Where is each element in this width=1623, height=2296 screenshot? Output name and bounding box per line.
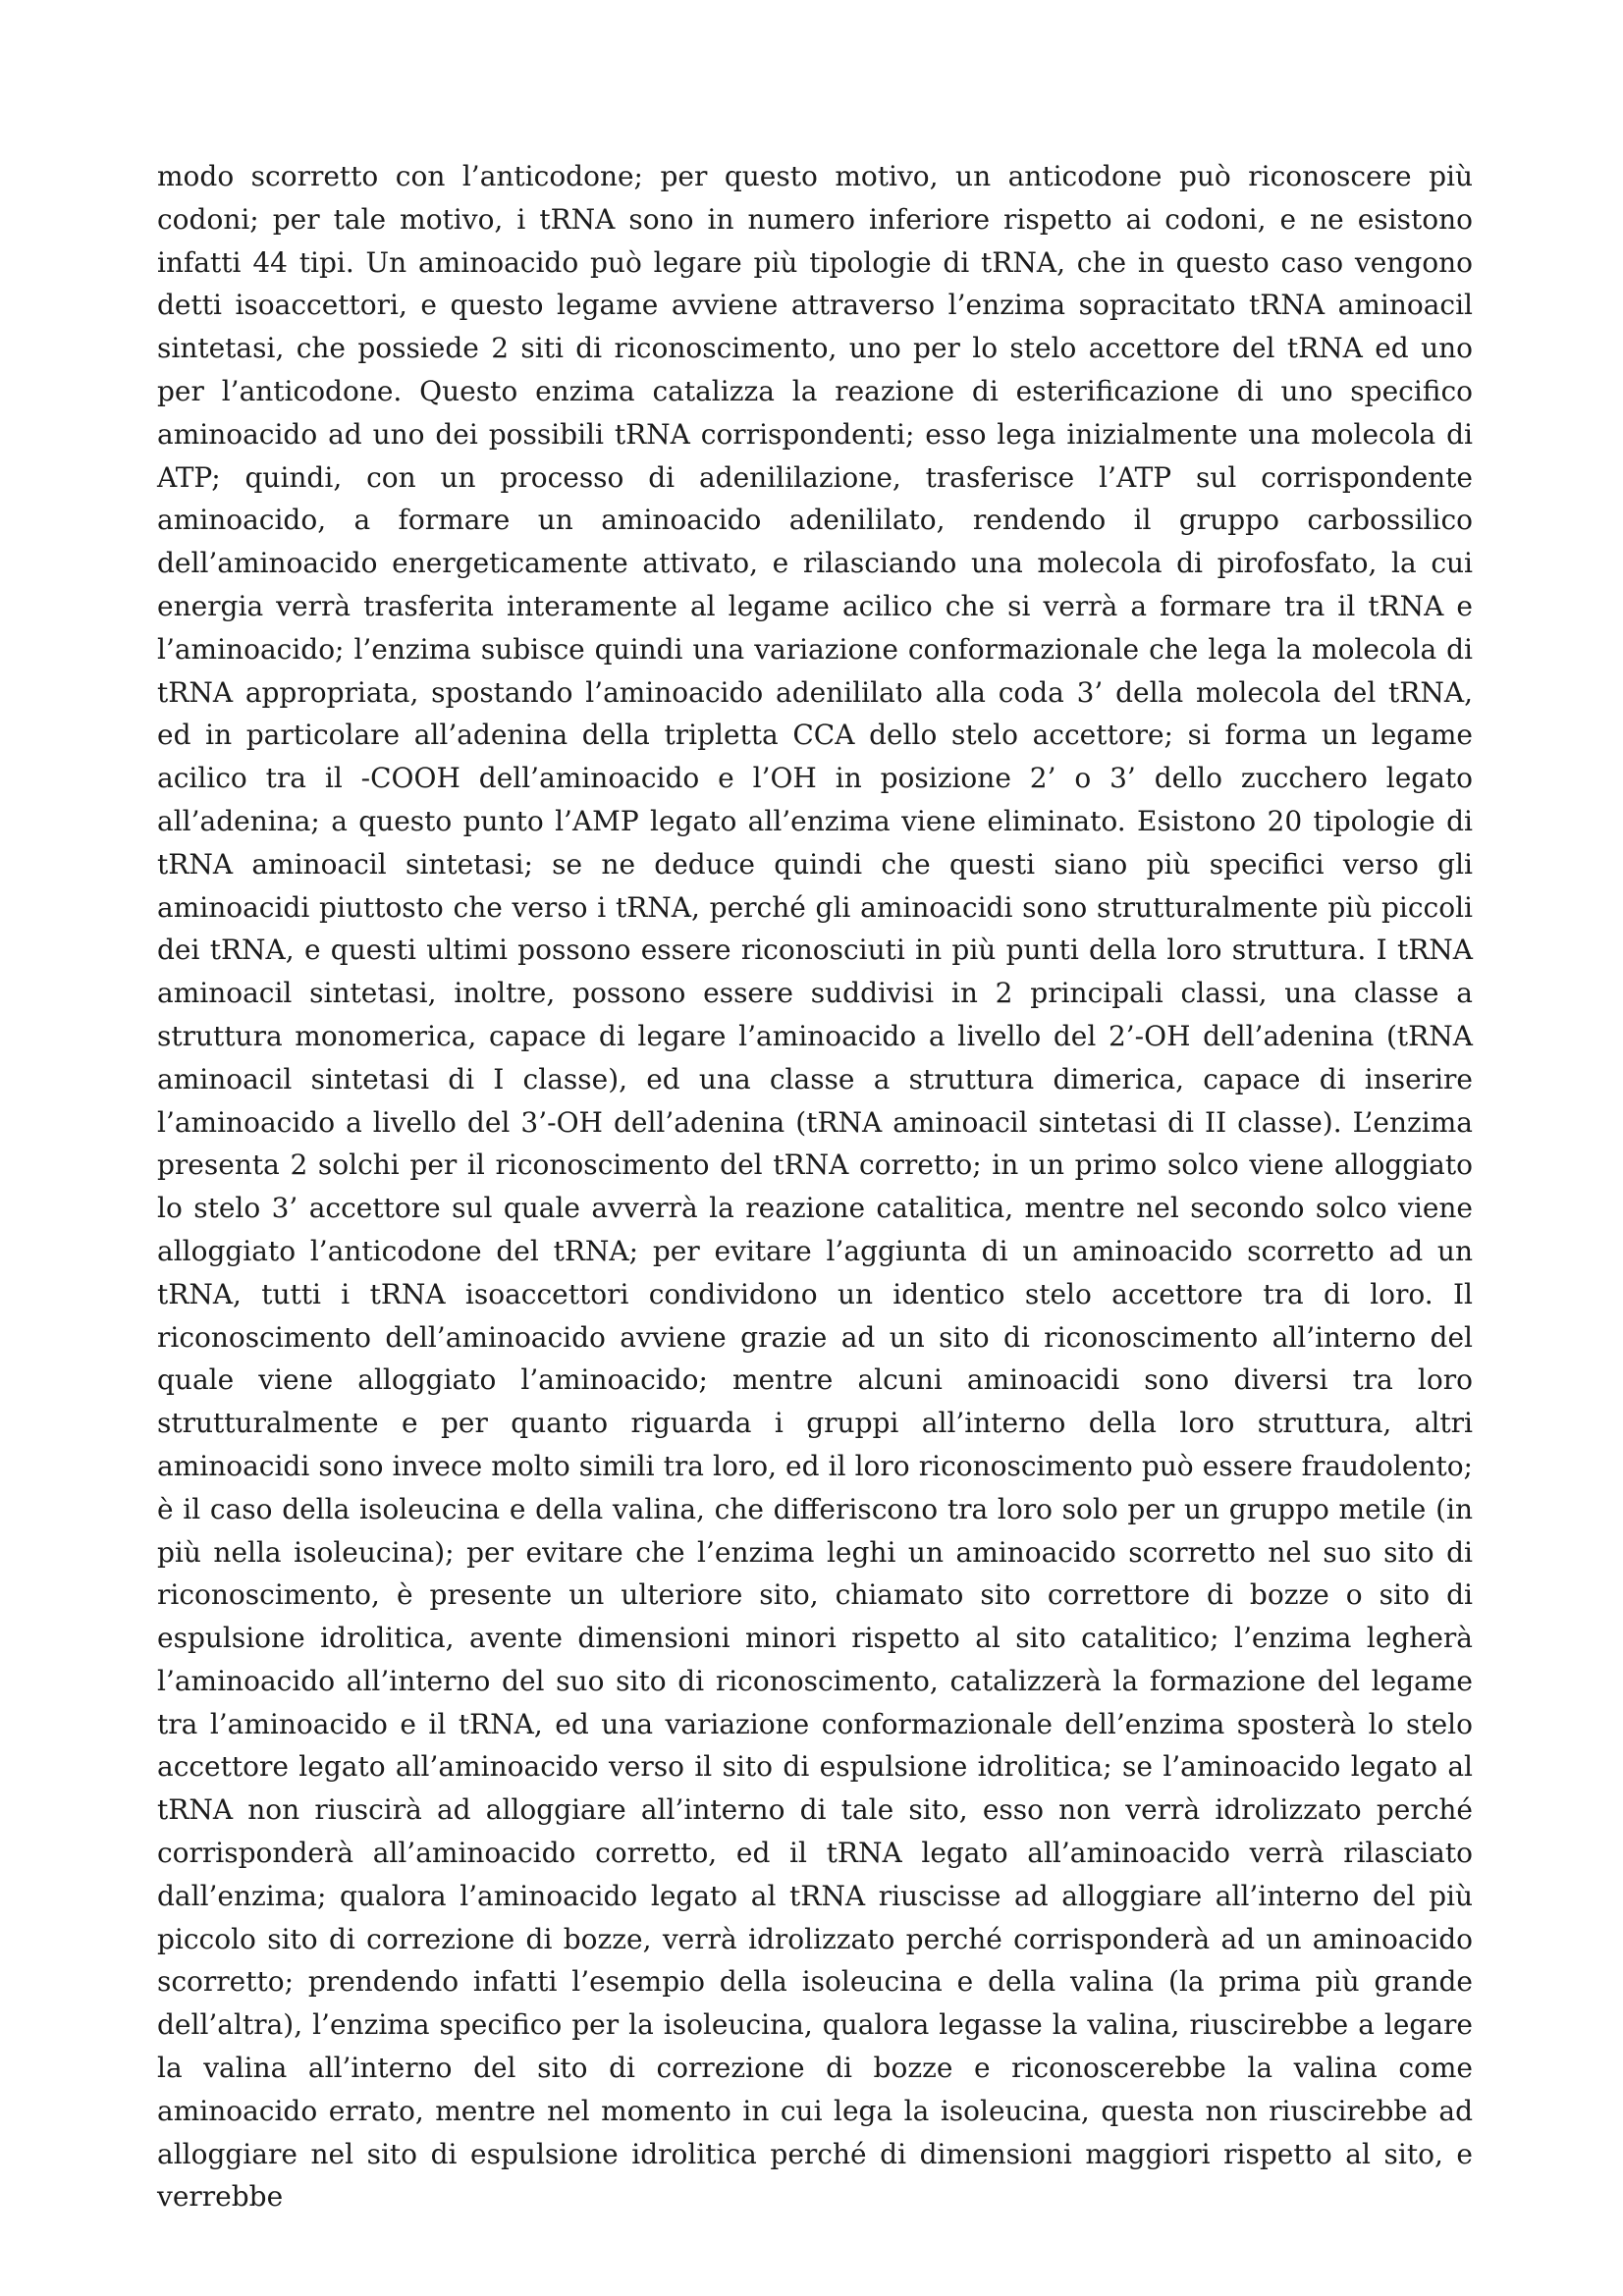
body-paragraph: modo scorretto con l’anticodone; per questo motivo, un anticodone può riconoscere più codoni; per tale motivo, i tRNA sono in numero inferiore rispetto ai codoni, e ne esistono infatti 44 tipi. Un aminoacido può legare più tipologie di tRNA, che in questo caso vengono detti isoaccettori, e questo legame avviene attraverso l’enzima sopracitato tRNA aminoacil sintetasi, che possiede 2 siti di riconoscimento, uno per lo stelo accettore del tRNA ed uno per l’anticodone. Questo enzima catalizza la reazione di esterificazione di uno specifico aminoacido ad uno dei possibili tRNA corrispondenti; esso lega inizialmente una molecola di ATP; quindi, con un processo di adenililazione, trasferisce l’ATP sul corrispondente aminoacido, a formare un aminoacido adenililato, rendendo il gruppo carbossilico dell’aminoacido energeticamente attivato, e rilasciando una molecola di pirofosfato, la cui energia verrà trasferita interamente al legame acilico che si verrà a formare tra il tRNA e l’aminoacido; l’enzima subisce quindi una variazione conformazionale che lega la molecola di tRNA appropriata, spostando l’aminoacido adenililato alla coda 3’ della molecola del tRNA, ed in particolare all’adenina della tripletta CCA dello stelo accettore; si forma un legame acilico tra il -COOH dell’aminoacido e l’OH in posizione 2’ o 3’ dello zucchero legato all’adenina; a questo punto l’AMP legato all’enzima viene eliminato. Esistono 20 tipologie di tRNA aminoacil sintetasi; se ne deduce quindi che questi siano più specifici verso gli aminoacidi piuttosto che verso i tRNA, perché gli aminoacidi sono strutturalmente più piccoli dei tRNA, e questi ultimi possono essere riconosciuti in più punti della loro struttura. I tRNA aminoacil sintetasi, inoltre, possono essere suddivisi in 2 principali classi, una classe a struttura monomerica, capace di legare l’aminoacido a livello del 2’-OH dell’adenina (tRNA aminoacil sintetasi di I classe), ed una classe a struttura dimerica, capace di inserire l’aminoacido a livello del 3’-OH dell’adenina (tRNA aminoacil sintetasi di II classe). L’enzima presenta 2 solchi per il riconoscimento del tRNA corretto; in un primo solco viene alloggiato lo stelo 3’ accettore sul quale avverrà la reazione catalitica, mentre nel secondo solco viene alloggiato l’anticodone del tRNA; per evitare l’aggiunta di un aminoacido scorretto ad un tRNA, tutti i tRNA isoaccettori condividono un identico stelo accettore tra di loro. Il riconoscimento dell’aminoacido avviene grazie ad un sito di riconoscimento all’interno del quale viene alloggiato l’aminoacido; mentre alcuni aminoacidi sono diversi tra loro strutturalmente e per quanto riguarda i gruppi all’interno della loro struttura, altri aminoacidi sono invece molto simili tra loro, ed il loro riconoscimento può essere fraudolento; è il caso della isoleucina e della valina, che differiscono tra loro solo per un gruppo metile (in più nella isoleucina); per evitare che l’enzima leghi un aminoacido scorretto nel suo sito di riconoscimento, è presente un ulteriore sito, chiamato sito correttore di bozze o sito di espulsione idrolitica, avente dimensioni minori rispetto al sito catalitico; l’enzima legherà l’aminoacido all’interno del suo sito di riconoscimento, catalizzerà la formazione del legame tra l’aminoacido e il tRNA, ed una variazione conformazionale dell’enzima sposterà lo stelo accettore legato all’aminoacido verso il sito di espulsione idrolitica; se l’aminoacido legato al tRNA non riuscirà ad alloggiare all’interno di tale sito, esso non verrà idrolizzato perché corrisponderà all’aminoacido corretto, ed il tRNA legato all’aminoacido verrà rilasciato dall’enzima; qualora l’aminoacido legato al tRNA riuscisse ad alloggiare all’interno del più piccolo sito di correzione di bozze, verrà idrolizzato perché corrisponderà ad un aminoacido scorretto; prendendo infatti l’esempio della isoleucina e della valina (la prima più grande dell’altra), l’enzima specifico per la isoleucina, qualora legasse la valina, riuscirebbe a legare la valina all’interno del sito di correzione di bozze e riconoscerebbe la valina come aminoacido errato, mentre nel momento in cui lega la isoleucina, questa non riuscirebbe ad alloggiare nel sito di espulsione idrolitica perché di dimensioni maggiori rispetto al sito, e verrebbe — [157, 160, 1473, 2214]
